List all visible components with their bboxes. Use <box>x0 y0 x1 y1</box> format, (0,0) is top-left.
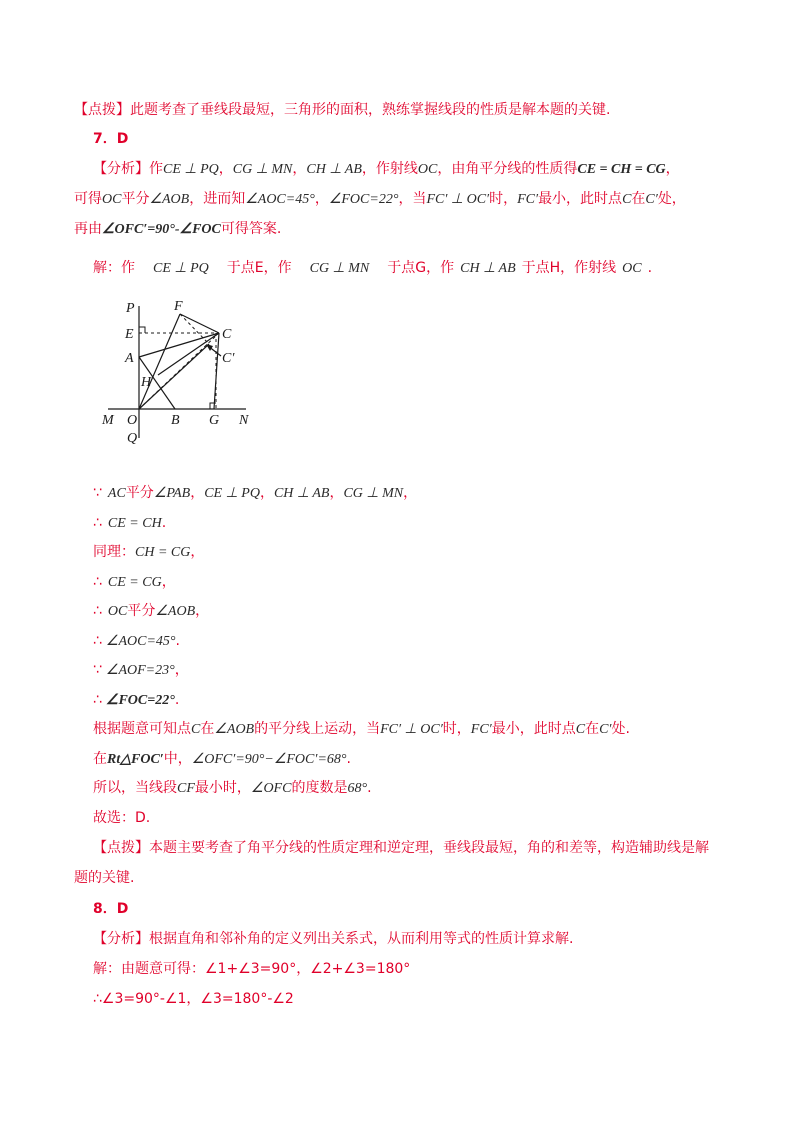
text: 平分 <box>127 603 156 619</box>
expr-cg-perp-mn: CG ⊥ MN <box>309 261 370 276</box>
step-6 <box>93 631 180 652</box>
therefore-symbol: ∴ <box>93 515 102 531</box>
expr-ch-perp-ab: CH ⊥ AB <box>306 162 362 177</box>
solution-text: ∴∠3=90°-∠1，∠3=180°-∠2 <box>93 991 294 1007</box>
analysis-line-2 <box>74 189 686 210</box>
text: 最小，此时点 <box>538 191 623 207</box>
expr-oc: OC <box>417 162 438 177</box>
text: 在 <box>93 751 107 767</box>
expr-angle-aob: ∠AOB <box>214 722 255 737</box>
text: 根据题意可知点 <box>93 721 191 737</box>
analysis-q8 <box>93 929 573 949</box>
step-4 <box>93 572 176 593</box>
expr-cg-perp-mn: CG ⊥ MN <box>343 486 404 501</box>
punct: ， <box>218 161 233 177</box>
solution-text: 解：由题意可得：∠1+∠3=90°，∠2+∠3=180° <box>93 961 411 977</box>
dashed-fc-prime <box>180 314 209 344</box>
expr-oc: OC <box>622 261 642 276</box>
text: ，进而知 <box>189 191 246 207</box>
step-8 <box>93 690 179 711</box>
analysis-tag: 【分析】作 <box>93 161 163 177</box>
solution-q8-line-1 <box>93 959 410 979</box>
step-11 <box>93 778 372 799</box>
expr-fc: FC′ <box>470 722 492 737</box>
note-paragraph-2 <box>93 838 709 858</box>
expr-ce-eq-ch: CE = CH <box>107 516 162 531</box>
text: 再由 <box>74 221 102 237</box>
punct: ， <box>161 574 176 590</box>
expr-ch-eq-cg: CH = CG <box>135 545 191 560</box>
because-symbol: ∵ <box>93 485 102 501</box>
text: 于点H，作射线 <box>521 260 617 276</box>
expr-angle-aoc: ∠AOC=45° <box>105 634 176 649</box>
expr-angle-aob: ∠AOB <box>149 192 190 207</box>
text: 在 <box>200 721 215 737</box>
label-e: E <box>125 327 134 342</box>
expr-ce-perp-pq: CE ⊥ PQ <box>153 261 209 276</box>
expr-c: C <box>575 722 586 737</box>
solution-q8-line-2 <box>93 989 294 1009</box>
text: 时， <box>442 721 471 737</box>
step-3 <box>93 542 204 563</box>
note-text: 【点拨】本题主要考查了角平分线的性质定理和逆定理，垂线段最短，角的和差等，构造辅助线是解 <box>93 840 709 856</box>
analysis-text: 【分析】根据直角和邻补角的定义列出关系式，从而利用等式的性质计算求解. <box>93 931 574 947</box>
expr-cf: CF <box>177 781 195 796</box>
label-c: C <box>222 327 232 342</box>
expr-angle-ofc-calc: ∠OFC′=90°−∠FOC′=68° <box>191 752 347 767</box>
answer-choice: 故选：D. <box>93 810 151 826</box>
note-paragraph-2-cont <box>74 868 134 888</box>
expr-cg-perp-mn: CG ⊥ MN <box>232 162 293 177</box>
expr-c-prime: C′ <box>599 722 612 737</box>
expr-c-prime: C′ <box>645 192 658 207</box>
question-8-answer <box>93 899 128 919</box>
step-2 <box>93 513 166 534</box>
note-paragraph-1 <box>74 100 610 120</box>
therefore-symbol: ∴ <box>93 574 102 590</box>
therefore-symbol: ∴ <box>93 603 102 619</box>
expr-angle-ofc: ∠OFC <box>250 781 292 796</box>
segment-fc <box>180 314 219 333</box>
text: 的度数是 <box>291 780 348 796</box>
geometry-figure <box>96 296 266 446</box>
label-m: M <box>102 413 114 428</box>
right-angle-e <box>139 327 145 333</box>
label-p: P <box>126 301 135 316</box>
expr-angle-aoc: ∠AOC=45° <box>245 192 315 207</box>
expr-ac: AC <box>107 486 126 501</box>
note-text: 题的关键. <box>74 870 135 886</box>
expr-oc: OC <box>102 192 122 207</box>
expr-angle-foc: ∠FOC=22° <box>105 693 175 708</box>
label-g: G <box>209 413 220 428</box>
text: 最小，此时点 <box>491 721 576 737</box>
label-f: F <box>174 299 183 314</box>
text: 处. <box>611 721 630 737</box>
punct: ， <box>190 485 205 501</box>
note-text: 【点拨】此题考查了垂线段最短，三角形的面积，熟练掌握线段的性质是解本题的关键. <box>74 102 611 118</box>
expr-ce-ch-cg: CE = CH = CG <box>577 162 666 177</box>
expr-ch-perp-ab: CH ⊥ AB <box>273 486 330 501</box>
segment-hc <box>158 333 219 375</box>
label-n: N <box>239 413 249 428</box>
text: ，由角平分线的性质得 <box>437 161 578 177</box>
text: 在 <box>631 191 646 207</box>
step-5 <box>93 601 209 622</box>
punct: . <box>175 633 180 649</box>
step-9 <box>93 719 630 740</box>
punct: ， <box>314 191 329 207</box>
expr-angle-ofc: ∠OFC′=90°-∠FOC <box>102 222 221 237</box>
expr-angle-aof: ∠AOF=23° <box>105 663 175 678</box>
therefore-symbol: ∴ <box>93 692 102 708</box>
punct: . <box>346 751 351 767</box>
label-c-prime: C′ <box>222 351 235 366</box>
text: 平分 <box>125 485 154 501</box>
punct: . <box>647 260 653 276</box>
text: 处， <box>657 191 686 207</box>
text: 在 <box>585 721 600 737</box>
text: 所以，当线段 <box>93 780 177 796</box>
label-o: O <box>127 413 138 428</box>
text: 可得答案. <box>220 221 282 237</box>
text: 于点G，作 <box>387 260 455 276</box>
punct: ， <box>174 662 189 678</box>
label-a: A <box>125 351 134 366</box>
step-10 <box>93 749 351 770</box>
punct: ， <box>190 544 205 560</box>
expr-fc-perp-oc: FC′ ⊥ OC′ <box>380 722 443 737</box>
punct: ， <box>195 603 210 619</box>
expr-ce-perp-pq: CE ⊥ PQ <box>163 162 219 177</box>
text: 可得 <box>74 191 102 207</box>
label-b: B <box>171 413 180 428</box>
expr-angle-pab: ∠PAB <box>153 486 191 501</box>
punct: ， <box>329 485 344 501</box>
answer-label: 8．D <box>93 901 129 917</box>
right-angle-g <box>210 403 216 409</box>
arrow-head <box>206 344 213 351</box>
expr-rt-triangle: Rt△FOC′ <box>107 752 164 767</box>
step-1 <box>93 483 417 504</box>
because-symbol: ∵ <box>93 662 102 678</box>
text: 时， <box>489 191 518 207</box>
question-7-answer <box>93 129 128 149</box>
label-q: Q <box>127 431 138 446</box>
expr-c: C <box>622 192 632 207</box>
punct: ， <box>665 161 680 177</box>
text: ，作射线 <box>361 161 418 177</box>
text: 同理： <box>93 544 135 560</box>
punct: . <box>174 692 180 708</box>
analysis-line-1 <box>93 159 680 180</box>
label-h: H <box>141 375 152 390</box>
text: 于点E，作 <box>226 260 292 276</box>
therefore-symbol: ∴ <box>93 633 102 649</box>
expr-angle-foc: ∠FOC=22° <box>328 192 399 207</box>
solution-line-1 <box>93 258 652 279</box>
expr-fc-perp-oc: FC′ ⊥ OC′ <box>426 192 490 207</box>
analysis-line-3 <box>74 219 281 240</box>
expr-oc: OC <box>107 604 128 619</box>
punct: . <box>367 780 372 796</box>
text: 最小时， <box>194 780 251 796</box>
expr-ch-perp-ab: CH ⊥ AB <box>460 261 516 276</box>
text: 的平分线上运动，当 <box>254 721 381 737</box>
answer-label: 7．D <box>93 131 129 147</box>
expr-ce-perp-pq: CE ⊥ PQ <box>204 486 260 501</box>
punct: . <box>161 515 167 531</box>
step-7 <box>93 660 189 681</box>
expr-ce-eq-cg: CE = CG <box>107 575 162 590</box>
expr-c: C <box>191 722 201 737</box>
expr-angle-aob: ∠AOB <box>155 604 196 619</box>
punct: ， <box>403 485 418 501</box>
text: 解：作 <box>93 260 135 276</box>
text: 平分 <box>121 191 150 207</box>
punct: ， <box>259 485 274 501</box>
step-12 <box>93 808 150 828</box>
expr-fc: FC′ <box>517 192 539 207</box>
text: ，当 <box>398 191 427 207</box>
text: 中， <box>163 751 192 767</box>
punct: ， <box>292 161 307 177</box>
expr-68-deg: 68° <box>347 781 368 796</box>
